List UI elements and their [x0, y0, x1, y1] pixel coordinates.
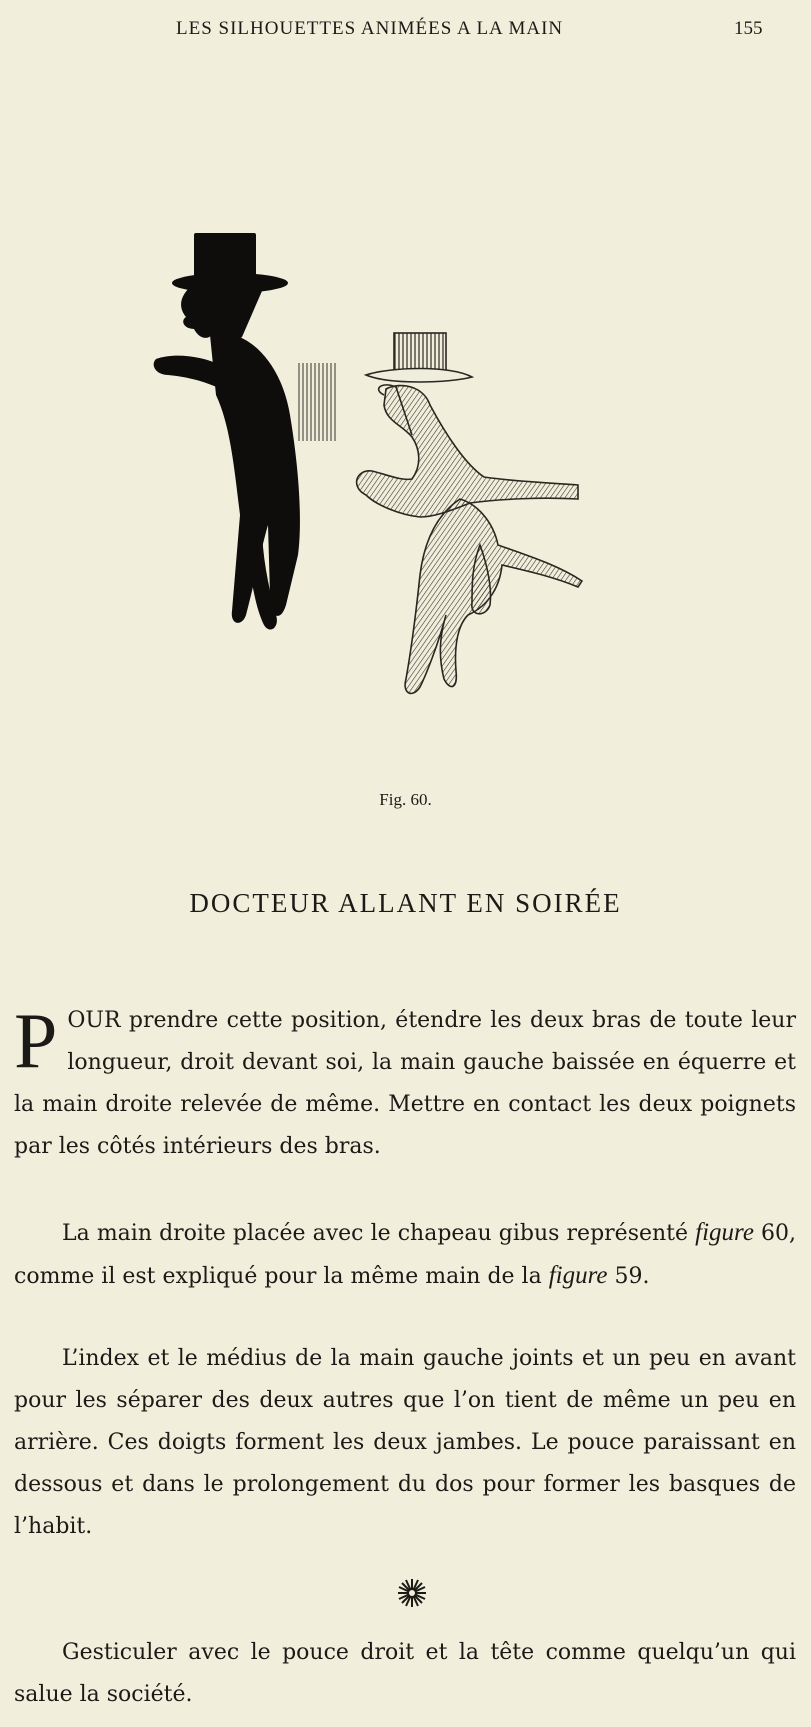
star-ornament-icon	[396, 1577, 428, 1609]
page-number: 155	[734, 18, 763, 39]
figure-illustration	[150, 225, 670, 765]
paragraph-3	[14, 1338, 796, 1548]
paragraph-2	[14, 1212, 796, 1298]
paragraph-1-smallcaps: OUR	[67, 1008, 121, 1033]
paragraph-2-part-b: 60, comme il est expliqué pour la même main de la	[14, 1221, 796, 1289]
paragraph-2-part-a: La main droite placée avec le chapeau gibus représenté	[62, 1221, 696, 1246]
running-head	[0, 18, 811, 48]
figure-reference-2: figure	[548, 1262, 608, 1289]
paragraph-4-text: Gesticuler avec le pouce droit et la tête comme quelqu’un qui salue la société.	[14, 1640, 796, 1707]
paragraph-1	[14, 997, 796, 1168]
paragraph-4	[14, 1632, 796, 1716]
figure-caption: Fig. 60.	[379, 790, 432, 809]
figure-reference-1: figure	[695, 1219, 754, 1246]
silhouette-shadow	[154, 233, 300, 630]
section-heading: DOCTEUR ALLANT EN SOIRÉE	[189, 888, 622, 918]
paragraph-2-part-c: 59.	[607, 1264, 650, 1289]
paragraph-1-text: prendre cette position, étendre les deux bras de toute leur longueur, droit devant soi, la main gauche baissée en équerre et la main droite relevée de même. Mettre en contact les deux poignets par les côtés intérieurs des bras.	[14, 1008, 796, 1159]
paragraph-3-text: L’index et le médius de la main gauche joints et un peu en avant pour les séparer des deux autres que l’on tient de même un peu en arrière. Ces doigts forment les deux jambes. Le pouce paraissant en dessous et dans le prolongement du dos pour former les basques de l’habit.	[14, 1346, 796, 1539]
hatched-block	[298, 363, 338, 441]
hands-drawing	[357, 333, 582, 693]
drop-cap: P	[14, 997, 58, 1084]
running-title: LES SILHOUETTES ANIMÉES A LA MAIN	[176, 18, 564, 39]
